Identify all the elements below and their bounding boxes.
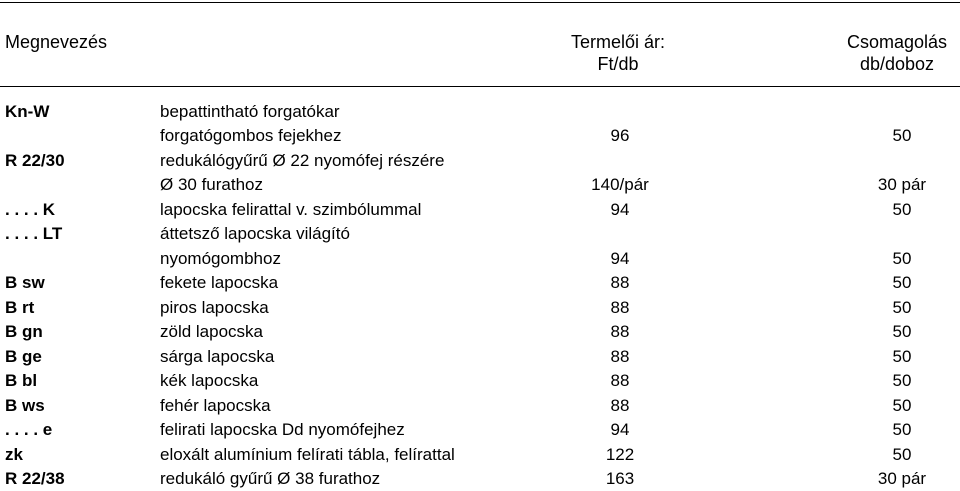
table-row xyxy=(0,222,960,246)
table-row xyxy=(0,345,960,369)
row-description: forgatógombos fejekhez xyxy=(160,126,342,145)
row-code: B bl xyxy=(5,371,38,390)
row-description: áttetsző lapocska világító xyxy=(160,224,350,243)
column-header-packaging xyxy=(838,31,956,75)
row-description: fehér lapocska xyxy=(160,396,271,415)
table-row xyxy=(0,124,960,148)
row-description: kék lapocska xyxy=(160,371,259,390)
row-code: . . . . e xyxy=(5,420,53,439)
row-code: Kn-W xyxy=(5,102,50,121)
table-row xyxy=(0,247,960,271)
table-row xyxy=(0,149,960,173)
row-code: B sw xyxy=(5,273,45,292)
row-packaging: 50 xyxy=(892,273,912,292)
row-packaging: 50 xyxy=(892,126,912,145)
row-packaging: 50 xyxy=(892,420,912,439)
column-header-packaging-line2: db/doboz xyxy=(859,54,935,74)
row-packaging: 30 pár xyxy=(877,175,927,194)
table-row xyxy=(0,418,960,442)
row-code: zk xyxy=(5,445,23,464)
row-description: lapocska felirattal v. szimbólummal xyxy=(160,200,422,219)
row-price: 163 xyxy=(605,469,635,488)
row-packaging: 50 xyxy=(892,298,912,317)
column-header-price xyxy=(568,31,668,75)
row-price: 88 xyxy=(610,396,630,415)
row-packaging: 50 xyxy=(892,249,912,268)
row-price: 122 xyxy=(605,445,635,464)
row-code: B gn xyxy=(5,322,43,341)
row-description: bepattintható forgatókar xyxy=(160,102,340,121)
column-header-price-line2: Ft/db xyxy=(597,54,639,74)
row-description: redukáló gyűrű Ø 38 furathoz xyxy=(160,469,381,488)
row-description: redukálógyűrű Ø 22 nyomófej részére xyxy=(160,151,445,170)
column-header-packaging-line1: Csomagolás xyxy=(846,32,948,52)
row-packaging: 50 xyxy=(892,200,912,219)
row-price: 140/pár xyxy=(591,175,649,194)
row-description: piros lapocska xyxy=(160,298,269,317)
row-code: . . . . LT xyxy=(5,224,63,243)
header-top-rule xyxy=(0,2,960,3)
row-code: B ge xyxy=(5,347,42,366)
row-code: . . . . K xyxy=(5,200,56,219)
table-row xyxy=(0,320,960,344)
row-price: 88 xyxy=(610,298,630,317)
row-packaging: 50 xyxy=(892,371,912,390)
table-row xyxy=(0,394,960,418)
row-price: 88 xyxy=(610,273,630,292)
row-description: eloxált alumínium felírati tábla, felírattal xyxy=(160,445,455,464)
row-price: 94 xyxy=(610,420,630,439)
row-description: zöld lapocska xyxy=(160,322,264,341)
row-description: fekete lapocska xyxy=(160,273,279,292)
row-description: felirati lapocska Dd nyomófejhez xyxy=(160,420,405,439)
row-price: 94 xyxy=(610,200,630,219)
row-description: nyomógombhoz xyxy=(160,249,281,268)
row-price: 88 xyxy=(610,347,630,366)
row-packaging: 50 xyxy=(892,347,912,366)
column-header-name: Megnevezés xyxy=(5,32,108,52)
row-code: B rt xyxy=(5,298,35,317)
table-row xyxy=(0,198,960,222)
row-description: Ø 30 furathoz xyxy=(160,175,264,194)
column-header-price-line1: Termelői ár: xyxy=(570,32,666,52)
table-row xyxy=(0,271,960,295)
table-row xyxy=(0,443,960,467)
table-row xyxy=(0,467,960,491)
row-code: R 22/38 xyxy=(5,469,65,488)
row-price: 96 xyxy=(610,126,630,145)
row-packaging: 30 pár xyxy=(877,469,927,488)
row-description: sárga lapocska xyxy=(160,347,275,366)
row-code: B ws xyxy=(5,396,45,415)
row-packaging: 50 xyxy=(892,322,912,341)
table-row xyxy=(0,296,960,320)
row-packaging: 50 xyxy=(892,445,912,464)
table-row xyxy=(0,100,960,124)
row-price: 94 xyxy=(610,249,630,268)
table-row xyxy=(0,173,960,197)
table-row xyxy=(0,369,960,393)
header-bottom-rule xyxy=(0,86,960,87)
table-header xyxy=(0,0,960,86)
row-price: 88 xyxy=(610,322,630,341)
row-code: R 22/30 xyxy=(5,151,65,170)
row-price: 88 xyxy=(610,371,630,390)
row-packaging: 50 xyxy=(892,396,912,415)
